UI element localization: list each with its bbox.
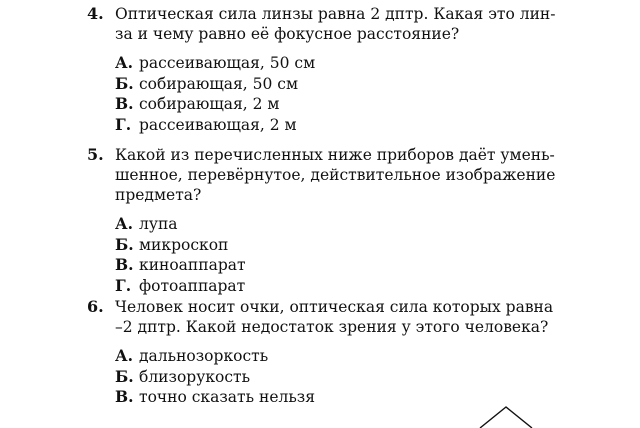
question-text — [115, 297, 577, 337]
answer-option-a — [115, 214, 577, 235]
question-text — [115, 4, 577, 44]
answer-letter: А. — [115, 53, 134, 72]
question-text-line: –2 дптр. Какой недостаток зрения у этого человека? — [115, 318, 549, 336]
answer-letter: Г. — [115, 275, 132, 295]
question-4 — [87, 4, 577, 135]
answer-letter: В. — [115, 94, 134, 113]
answer-letter: Б. — [115, 366, 134, 386]
question-number: 5. — [87, 145, 104, 164]
question-text — [115, 145, 577, 205]
question-text-line: Оптическая сила линзы равна 2 дптр. Какая это лин- — [115, 5, 556, 23]
answer-option-a — [115, 53, 577, 74]
question-text-line: Какой из перечисленных ниже приборов даёт умень- — [115, 146, 555, 164]
question-text-line: Человек носит очки, оптическая сила которых равна — [115, 298, 554, 316]
answer-text: рассеивающая, 2 м — [139, 115, 297, 134]
answer-letter: В. — [115, 255, 134, 274]
question-header — [87, 297, 577, 337]
answer-letter: Б. — [115, 234, 134, 254]
answer-letter: Б. — [115, 73, 134, 93]
answer-letter: В. — [115, 387, 134, 406]
answer-option-a — [115, 346, 577, 367]
answer-text: микроскоп — [139, 235, 229, 254]
question-number: 4. — [87, 4, 104, 23]
answer-text: фотоаппарат — [139, 276, 246, 295]
answer-option-g — [115, 276, 577, 297]
answer-list — [87, 214, 577, 296]
answer-option-g — [115, 115, 577, 136]
answer-option-v — [115, 94, 577, 115]
answer-text: собирающая, 2 м — [139, 95, 280, 113]
question-header — [87, 4, 577, 44]
triangle-mark-icon — [478, 404, 538, 428]
answer-option-b — [115, 235, 577, 256]
answer-letter: Г. — [115, 114, 132, 134]
answer-text: близорукость — [139, 367, 251, 386]
question-text-line: за и чему равно её фокусное расстояние? — [115, 25, 460, 43]
answer-list — [87, 53, 577, 135]
answer-text: лупа — [139, 215, 178, 233]
answer-option-b — [115, 367, 577, 388]
question-text-line: предмета? — [115, 186, 202, 204]
answer-text: собирающая, 50 см — [139, 74, 299, 93]
question-header — [87, 145, 577, 205]
answer-letter: А. — [115, 346, 134, 365]
answer-list — [87, 346, 577, 408]
answer-option-b — [115, 74, 577, 95]
question-6 — [87, 297, 577, 408]
answer-text: точно сказать нельзя — [139, 388, 316, 406]
answer-text: дальнозоркость — [139, 347, 269, 365]
question-5 — [87, 145, 577, 296]
answer-text: рассеивающая, 50 см — [139, 54, 316, 72]
question-number: 6. — [87, 297, 104, 316]
question-text-line: шенное, перевёрнутое, действительное изображение — [115, 166, 556, 184]
answer-option-v — [115, 255, 577, 276]
answer-letter: А. — [115, 214, 134, 233]
answer-text: киноаппарат — [139, 256, 246, 274]
